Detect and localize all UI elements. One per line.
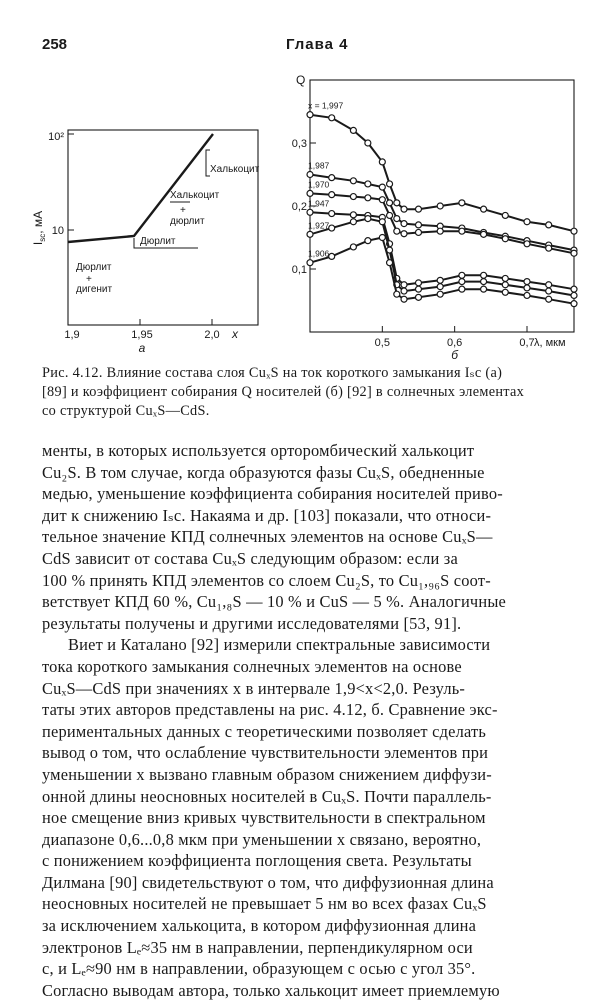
q-data-point	[350, 219, 356, 225]
figure-b-y-label: Q	[296, 73, 306, 87]
q-data-point	[394, 291, 400, 297]
figure-a-plot-frame	[68, 130, 258, 325]
region-djurleite-digenite-1: Дюрлит	[76, 262, 112, 273]
region-chalcocite-djurleite-2: +	[180, 205, 186, 216]
figure-a-chart	[30, 120, 262, 360]
region-djurleite-digenite-3: дигенит	[76, 284, 113, 295]
x-tick-label-1-9: 1,9	[64, 329, 80, 341]
q-data-point	[394, 200, 400, 206]
text-line: онной длины неосновных носителей в CuₓS. Почти параллель-	[42, 786, 492, 806]
q-data-point	[415, 294, 421, 300]
paragraph-2	[42, 634, 574, 1001]
q-data-point	[307, 260, 313, 266]
q-data-point	[394, 216, 400, 222]
page-number: 258	[42, 36, 68, 53]
q-data-point	[459, 286, 465, 292]
body-text	[42, 440, 574, 1001]
y-tick-label-10: 10	[51, 225, 64, 237]
chapter-title: Глава 4	[286, 36, 349, 53]
q-data-point	[502, 289, 508, 295]
text-line: Виет и Каталано [92] измерили спектральные зависимости	[68, 635, 491, 655]
q-data-point	[329, 175, 335, 181]
text-line: Дилмана [90] свидетельствуют о том, что диффузионная длина	[42, 872, 494, 892]
text-line: ное смещение вниз кривых чувствительности в спектральном	[42, 808, 486, 828]
q-data-point	[329, 225, 335, 231]
q-data-point	[524, 279, 530, 285]
q-data-point	[459, 228, 465, 234]
x-tick-label-1-95: 1,95	[131, 329, 153, 341]
q-data-point	[459, 272, 465, 278]
y-tick-label-100: 10²	[48, 131, 64, 143]
q-data-point	[524, 292, 530, 298]
text-line: неосновных носителей не превышает 5 нм во всех фазах CuₓS	[42, 894, 487, 914]
q-data-point	[546, 296, 552, 302]
text-line: уменьшении x вызвано главным образом снижением диффузи-	[42, 764, 492, 784]
region-chalcocite-djurleite-1: Халькоцит	[170, 190, 220, 201]
caption-line-1: Рис. 4.12. Влияние состава слоя CuₓS на ток короткого замыкания Iₛc (а)	[42, 365, 503, 381]
q-data-point	[524, 219, 530, 225]
curve-label: 1,906	[308, 248, 330, 259]
q-data-point	[481, 206, 487, 212]
q-data-point	[524, 285, 530, 291]
curve-label: 1,947	[308, 198, 330, 209]
q-data-point	[571, 292, 577, 298]
q-data-point	[329, 211, 335, 217]
x-tick-label: 0,7	[519, 337, 535, 349]
q-data-point	[502, 282, 508, 288]
q-data-point	[401, 206, 407, 212]
text-line: медью, уменьшение коэффициента собирания носителей приво-	[42, 484, 503, 504]
text-line: CuₓS—CdS при значениях x в интервале 1,9<x<2,0. Резуль-	[42, 678, 466, 698]
q-data-point	[350, 194, 356, 200]
x-tick-label: 0,6	[447, 337, 463, 349]
text-line: дит к снижению Iₛc. Накаяма и др. [103] показали, что относи-	[42, 505, 492, 525]
q-data-point	[546, 222, 552, 228]
q-data-point	[401, 288, 407, 294]
figure-b-panel-label: б	[451, 348, 459, 360]
x-tick-label: 0,5	[374, 337, 390, 349]
q-data-point	[365, 195, 371, 201]
q-data-point	[307, 172, 313, 178]
y-tick-label: 0,1	[292, 264, 307, 276]
q-data-point	[571, 250, 577, 256]
q-data-point	[415, 286, 421, 292]
q-data-point	[379, 219, 385, 225]
text-line: Cu₂S. В том случае, когда образуются фазы CuₓS, обедненные	[42, 462, 485, 482]
y-tick-label: 0,3	[292, 138, 307, 150]
q-data-point	[437, 203, 443, 209]
caption-line-2: [89] и коэффициент собирания Q носителей (б) [92] в солнечных элементах	[42, 384, 525, 400]
q-data-point	[307, 209, 313, 215]
q-data-point	[365, 216, 371, 222]
q-data-point	[307, 190, 313, 196]
q-data-point	[329, 115, 335, 121]
curve-label: 1,987	[308, 160, 330, 171]
q-data-point	[571, 301, 577, 307]
text-line: ветствует КПД 60 %, Cu₁,₈S — 10 % и CuS — 5 %. Аналогичные	[42, 592, 507, 612]
q-curve-1	[310, 175, 574, 251]
q-data-point	[546, 288, 552, 294]
q-data-point	[401, 221, 407, 227]
q-data-point	[481, 231, 487, 237]
q-data-point	[524, 241, 530, 247]
figure-caption	[42, 364, 574, 421]
region-chalcocite-djurleite-3: дюрлит	[170, 216, 205, 227]
q-data-point	[394, 228, 400, 234]
text-line: результаты получены и другими исследователями [53, 91].	[42, 613, 462, 633]
q-data-point	[379, 235, 385, 241]
y-tick-label: 0,2	[292, 201, 307, 213]
text-line: за исключением халькоцита, в котором диффузионная длина	[42, 916, 477, 936]
figure-b-chart	[292, 70, 582, 360]
curve-label: 1,970	[308, 179, 330, 190]
region-djurleite: Дюрлит	[140, 236, 176, 247]
text-line: c, и Lₑ≈90 нм в направлении, образующем с осью c угол 35°.	[42, 959, 476, 979]
q-data-point	[546, 245, 552, 251]
q-data-point	[415, 222, 421, 228]
q-data-point	[350, 127, 356, 133]
q-data-point	[307, 112, 313, 118]
q-data-point	[437, 277, 443, 283]
q-data-point	[379, 159, 385, 165]
q-data-point	[379, 184, 385, 190]
text-line: периментальных данных с теоретическими позволяет сделать	[42, 721, 487, 741]
page-header	[0, 36, 616, 58]
q-data-point	[459, 279, 465, 285]
q-data-point	[401, 282, 407, 288]
q-data-point	[307, 231, 313, 237]
figure-b-x-label: λ, мкм	[534, 337, 566, 349]
text-line: электронов Lₑ≈35 нм в направлении, перпендикулярном оси	[42, 937, 473, 957]
x-axis-symbol: x	[232, 327, 238, 341]
q-data-point	[350, 178, 356, 184]
q-data-point	[437, 228, 443, 234]
text-line: с понижением коэффициента поглощения света. Результаты	[42, 851, 472, 871]
q-data-point	[365, 181, 371, 187]
q-data-point	[379, 197, 385, 203]
q-data-point	[571, 286, 577, 292]
q-data-point	[401, 231, 407, 237]
caption-line-3: со структурой CuₓS—CdS.	[42, 403, 210, 419]
q-data-point	[481, 272, 487, 278]
curve-label: 1,927	[308, 220, 330, 231]
figure-a-y-label: $I_{sc}$, мА	[31, 210, 47, 246]
q-data-point	[387, 212, 393, 218]
region-djurleite-digenite-2: +	[86, 274, 92, 285]
text-line: вывод о том, что ослабление чувствительности элементов при	[42, 743, 489, 763]
q-data-point	[350, 212, 356, 218]
x-tick-label-2-0: 2,0	[204, 329, 220, 341]
q-data-point	[350, 244, 356, 250]
paragraph-1	[42, 440, 574, 634]
q-data-point	[329, 253, 335, 259]
text-line: Согласно выводам автора, только халькоцит имеет приемлемую	[42, 980, 500, 1000]
q-data-point	[481, 279, 487, 285]
q-data-point	[387, 200, 393, 206]
text-line: менты, в которых используется орторомбический халькоцит	[42, 441, 475, 460]
q-data-point	[571, 228, 577, 234]
text-line: тока короткого замыкания солнечных элементов на основе	[42, 656, 462, 676]
q-data-point	[546, 282, 552, 288]
q-data-point	[365, 140, 371, 146]
text-line: 100 % принять КПД элементов со слоем Cu₂S, то Cu₁,₉₆S соот-	[42, 570, 491, 590]
q-data-point	[329, 192, 335, 198]
curve-label: x = 1,997	[308, 100, 344, 111]
q-data-point	[387, 260, 393, 266]
q-data-point	[437, 291, 443, 297]
text-line: таты этих авторов представлены на рис. 4.12, б. Сравнение экс-	[42, 700, 498, 720]
q-data-point	[502, 236, 508, 242]
q-data-point	[401, 296, 407, 302]
q-data-point	[459, 200, 465, 206]
q-data-point	[415, 280, 421, 286]
q-data-point	[502, 275, 508, 281]
q-data-point	[437, 284, 443, 290]
figure-a-panel-label: а	[138, 341, 146, 355]
region-chalcocite: Халькоцит	[210, 164, 260, 175]
q-data-point	[387, 181, 393, 187]
q-data-point	[415, 229, 421, 235]
q-data-point	[365, 238, 371, 244]
text-line: CdS зависит от состава CuₓS следующим образом: если за	[42, 548, 458, 568]
q-data-point	[481, 286, 487, 292]
q-data-point	[502, 212, 508, 218]
q-data-point	[415, 206, 421, 212]
text-line: тельное значение КПД солнечных элементов на основе CuₓS—	[42, 527, 493, 547]
text-line: диапазоне 0,6...0,8 мкм при уменьшении x связано, вероятно,	[42, 829, 482, 849]
